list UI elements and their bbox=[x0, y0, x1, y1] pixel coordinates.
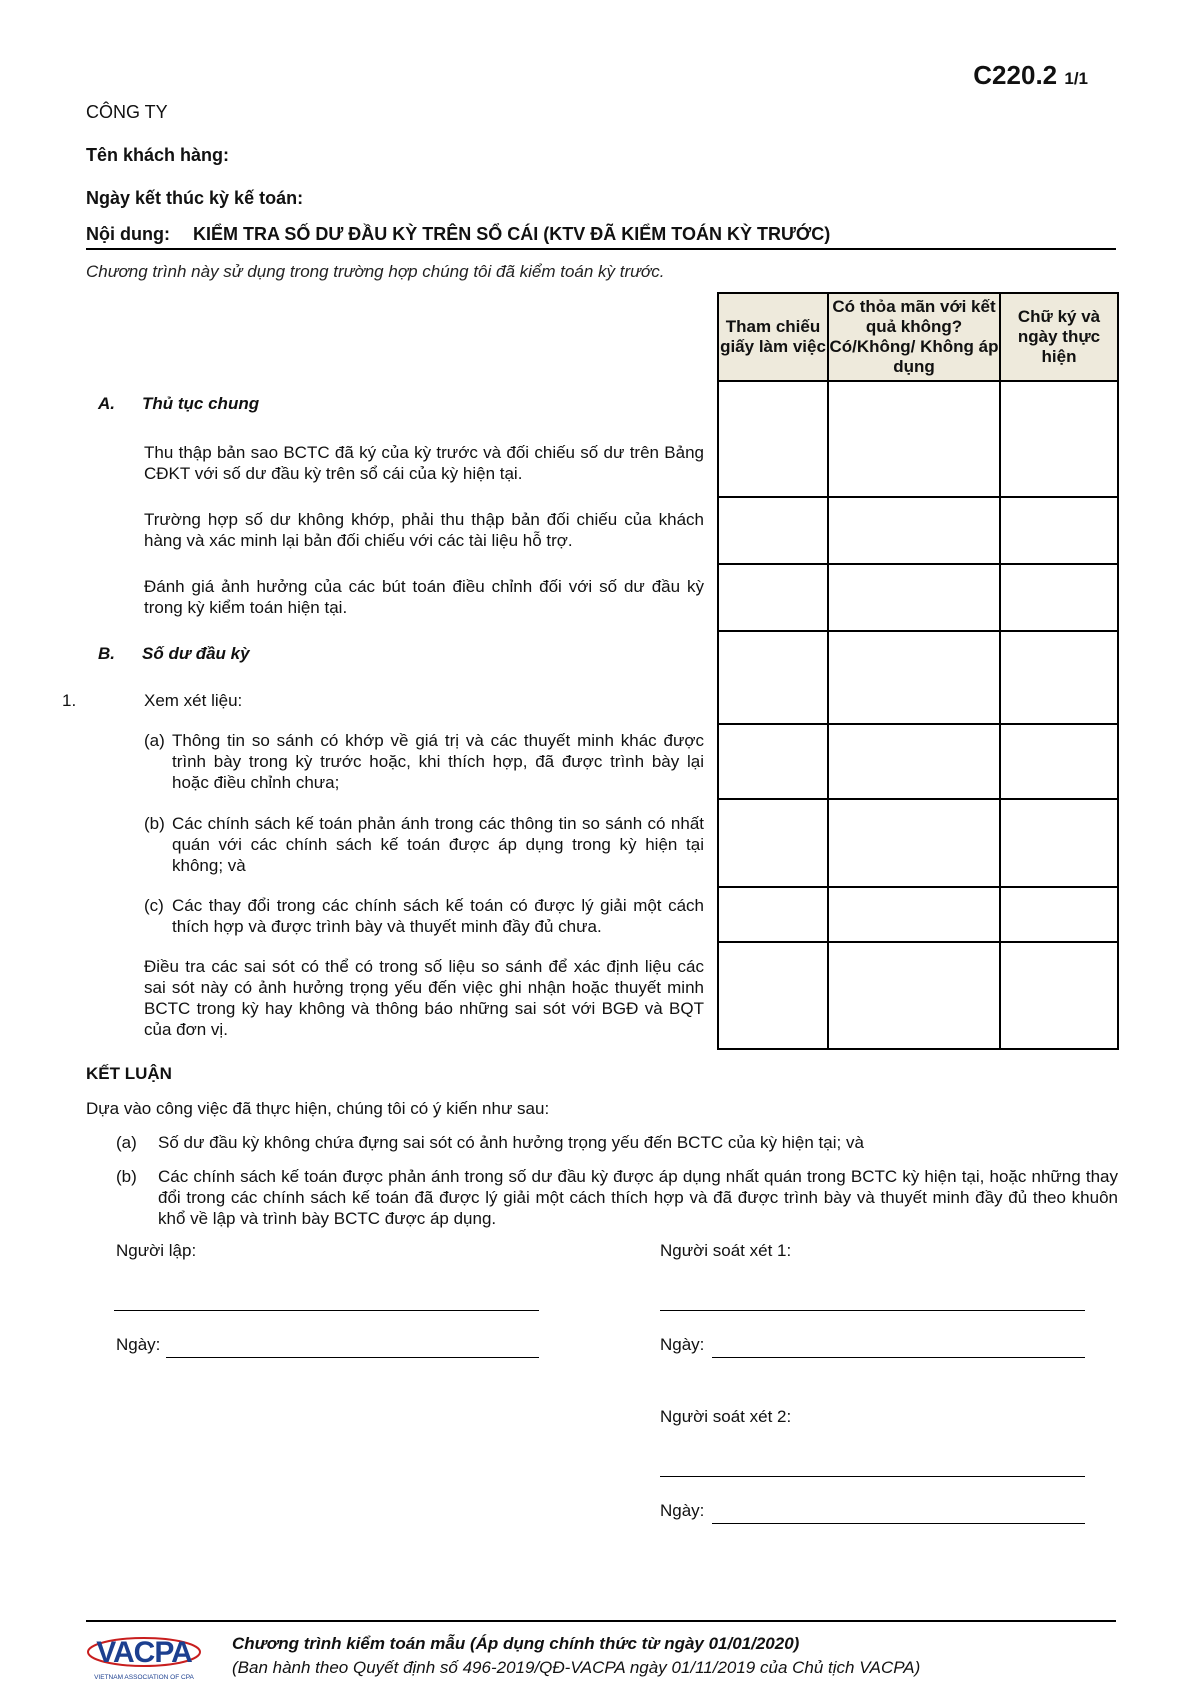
result-cell[interactable] bbox=[828, 381, 1000, 497]
content-value: KIỂM TRA SỐ DƯ ĐẦU KỲ TRÊN SỔ CÁI (KTV ĐÃ KIỂM TOÁN KỲ TRƯỚC) bbox=[193, 224, 831, 244]
conclusion-lead: Dựa vào công việc đã thực hiện, chúng tôi có ý kiến như sau: bbox=[86, 1099, 550, 1118]
item-number: 1. bbox=[62, 691, 77, 710]
wp-ref-cell[interactable] bbox=[718, 381, 828, 497]
preparer-label: Người lập: bbox=[116, 1241, 197, 1260]
reviewer1-date-label: Ngày: bbox=[660, 1335, 705, 1354]
signature-cell[interactable] bbox=[1000, 724, 1118, 799]
preparer-date-label: Ngày: bbox=[116, 1335, 161, 1354]
table-row bbox=[718, 381, 1118, 497]
result-cell[interactable] bbox=[828, 497, 1000, 564]
conclusion-item-label: (a) bbox=[116, 1133, 137, 1152]
table-row bbox=[718, 724, 1118, 799]
conclusion-title: KẾT LUẬN bbox=[86, 1064, 172, 1083]
intro-note: Chương trình này sử dụng trong trường hợp chúng tôi đã kiểm toán kỳ trước. bbox=[86, 262, 665, 281]
result-cell[interactable] bbox=[828, 942, 1000, 1049]
wp-ref-cell[interactable] bbox=[718, 564, 828, 631]
sub-item-label: (a) bbox=[144, 731, 165, 750]
conclusion-item-a bbox=[116, 1132, 1118, 1153]
table-row bbox=[718, 631, 1118, 724]
sub-item-label: (b) bbox=[144, 814, 165, 833]
vacpa-logo bbox=[86, 1632, 202, 1682]
preparer-signature-line[interactable] bbox=[114, 1310, 539, 1311]
wp-ref-cell[interactable] bbox=[718, 887, 828, 942]
wp-ref-cell[interactable] bbox=[718, 497, 828, 564]
wp-ref-cell[interactable] bbox=[718, 799, 828, 887]
page-number: 1/1 bbox=[1064, 69, 1088, 88]
signature-cell[interactable] bbox=[1000, 497, 1118, 564]
section-a-title: Thủ tục chung bbox=[142, 394, 260, 413]
reviewer2-signature-line[interactable] bbox=[660, 1476, 1085, 1477]
signature-cell[interactable] bbox=[1000, 381, 1118, 497]
col-header-wp-ref: Tham chiếu giấy làm việc bbox=[718, 293, 828, 381]
sub-item-label: (c) bbox=[144, 896, 164, 915]
conclusion-item-label: (b) bbox=[116, 1167, 137, 1186]
vacpa-logo-icon bbox=[86, 1632, 202, 1682]
result-cell[interactable] bbox=[828, 564, 1000, 631]
footer-divider bbox=[86, 1620, 1116, 1622]
signature-cell[interactable] bbox=[1000, 942, 1118, 1049]
sub-item-c bbox=[144, 895, 704, 937]
reviewer2-label: Người soát xét 2: bbox=[660, 1407, 792, 1426]
table-row bbox=[718, 564, 1118, 631]
footer-title: Chương trình kiểm toán mẫu (Áp dụng chính thức từ ngày 01/01/2020) bbox=[232, 1634, 800, 1653]
reviewer2-date-line[interactable] bbox=[712, 1523, 1085, 1524]
section-b-letter: B. bbox=[98, 644, 115, 663]
sub-item-text: Các thay đổi trong các chính sách kế toán có được lý giải một cách thích hợp và được trình bày và thuyết minh đầy đủ chưa. bbox=[172, 896, 704, 936]
procedure-a3: Đánh giá ảnh hưởng của các bút toán điều chỉnh đối với số dư đầu kỳ trong kỳ kiểm toán hiện tại. bbox=[144, 577, 704, 617]
footer-subtitle: (Ban hành theo Quyết định số 496-2019/QĐ-VACPA ngày 01/11/2019 của Chủ tịch VACPA) bbox=[232, 1658, 921, 1677]
reviewer1-label: Người soát xét 1: bbox=[660, 1241, 792, 1260]
procedure-a2: Trường hợp số dư không khớp, phải thu thập bản đối chiếu của khách hàng và xác minh lại bản đối chiếu với các tài liệu hỗ trợ. bbox=[144, 510, 704, 550]
sub-item-a bbox=[144, 730, 704, 793]
wp-ref-cell[interactable] bbox=[718, 724, 828, 799]
conclusion-item-text: Các chính sách kế toán được phản ánh trong số dư đầu kỳ được áp dụng nhất quán trong BCTC kỳ hiện tại, hoặc những thay đổi trong các chính sách kế toán đã được lý giải một cách thích hợp và đã được trình bày và thuyết minh đầy đủ theo khuôn khổ về lập và trình bày BCTC được áp dụng. bbox=[158, 1167, 1118, 1228]
sub-item-b bbox=[144, 813, 704, 876]
table-header-row bbox=[718, 293, 1118, 381]
section-b-title: Số dư đầu kỳ bbox=[142, 644, 250, 663]
reviewer2-date-label: Ngày: bbox=[660, 1501, 705, 1520]
result-cell[interactable] bbox=[828, 799, 1000, 887]
procedure-b-investigate: Điều tra các sai sót có thể có trong số liệu so sánh để xác định liệu các sai sót này có ảnh hưởng trọng yếu đến việc ghi nhận hoặc thuyết minh BCTC trong kỳ hay không và thông báo những sai sót với BGĐ và BQT của đơn vị. bbox=[144, 957, 704, 1039]
company-name: CÔNG TY bbox=[86, 102, 168, 122]
procedure-a1: Thu thập bản sao BCTC đã ký của kỳ trước và đối chiếu số dư trên Bảng CĐKT với số dư đầu kỳ trên sổ cái của kỳ hiện tại. bbox=[144, 443, 704, 483]
conclusion-item-text: Số dư đầu kỳ không chứa đựng sai sót có ảnh hưởng trọng yếu đến BCTC của kỳ hiện tại; và bbox=[158, 1133, 864, 1152]
content-label: Nội dung: bbox=[86, 224, 170, 244]
result-cell[interactable] bbox=[828, 724, 1000, 799]
signature-cell[interactable] bbox=[1000, 564, 1118, 631]
document-code-value: C220.2 bbox=[973, 60, 1058, 90]
reviewer1-signature-line[interactable] bbox=[660, 1310, 1085, 1311]
content-row bbox=[86, 224, 830, 245]
result-cell[interactable] bbox=[828, 631, 1000, 724]
section-a-letter: A. bbox=[98, 394, 115, 413]
client-name-label: Tên khách hàng: bbox=[86, 145, 230, 165]
col-header-signature: Chữ ký và ngày thực hiện bbox=[1000, 293, 1118, 381]
sub-item-text: Thông tin so sánh có khớp về giá trị và các thuyết minh khác được trình bày trong kỳ trước hoặc, khi thích hợp, đã được trình bày lại hoặc điều chỉnh chưa; bbox=[172, 731, 704, 792]
logo-subtext: VIETNAM ASSOCIATION OF CPA bbox=[94, 1674, 194, 1681]
logo-text: VACPA bbox=[96, 1636, 192, 1669]
signature-cell[interactable] bbox=[1000, 799, 1118, 887]
table-row bbox=[718, 497, 1118, 564]
item-lead: Xem xét liệu: bbox=[144, 691, 243, 710]
result-cell[interactable] bbox=[828, 887, 1000, 942]
procedure-signoff-table bbox=[717, 292, 1119, 1050]
table-row bbox=[718, 799, 1118, 887]
conclusion-item-b bbox=[116, 1166, 1118, 1229]
document-code bbox=[973, 60, 1088, 91]
wp-ref-cell[interactable] bbox=[718, 631, 828, 724]
wp-ref-cell[interactable] bbox=[718, 942, 828, 1049]
period-end-label: Ngày kết thúc kỳ kế toán: bbox=[86, 188, 304, 208]
col-header-result: Có thỏa mãn với kết quả không? Có/Không/ Không áp dụng bbox=[828, 293, 1000, 381]
table-row bbox=[718, 942, 1118, 1049]
header-divider bbox=[86, 248, 1116, 250]
sub-item-text: Các chính sách kế toán phản ánh trong các thông tin so sánh có nhất quán với các chính sách kế toán được áp dụng trong kỳ hiện tại không; và bbox=[172, 814, 704, 875]
table-row bbox=[718, 887, 1118, 942]
signature-cell[interactable] bbox=[1000, 887, 1118, 942]
signature-cell[interactable] bbox=[1000, 631, 1118, 724]
reviewer1-date-line[interactable] bbox=[712, 1357, 1085, 1358]
preparer-date-line[interactable] bbox=[166, 1357, 539, 1358]
